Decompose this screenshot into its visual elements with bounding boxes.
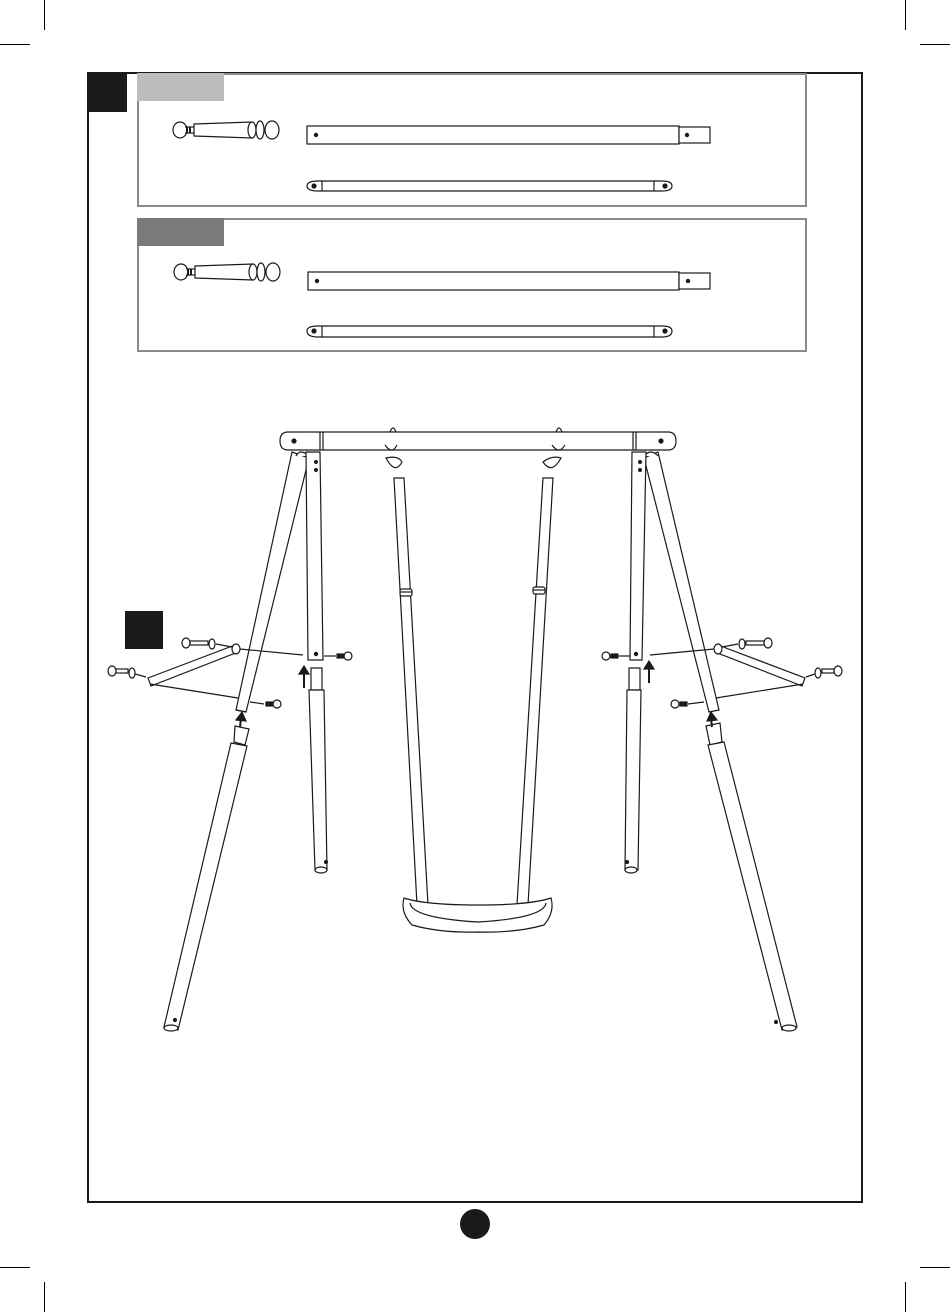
carriage-bolt-icon — [806, 666, 842, 678]
swing-rope-left — [385, 445, 428, 905]
nut-icon — [602, 652, 630, 660]
left-front-lower-leg — [164, 726, 249, 1031]
carriage-bolt-icon — [182, 638, 232, 649]
brace-bar-icon — [307, 181, 672, 191]
swing-rope-right — [517, 445, 565, 905]
page-number-badge — [460, 1209, 490, 1239]
carriage-bolt-icon — [722, 638, 772, 649]
nut-icon — [671, 700, 704, 708]
nut-icon — [250, 700, 281, 708]
up-arrow-icon — [299, 666, 309, 688]
straight-tube-icon — [308, 272, 710, 290]
right-rear-leg — [630, 452, 646, 660]
carriage-bolt-icon — [108, 666, 146, 678]
brace-bar-icon — [307, 326, 672, 337]
left-rear-leg — [306, 452, 323, 660]
right-front-leg — [644, 452, 719, 712]
right-rear-lower-leg — [625, 668, 641, 873]
right-upper-brace — [650, 644, 805, 698]
up-arrow-icon — [236, 712, 246, 727]
right-front-lower-leg — [706, 723, 797, 1031]
up-arrow-icon — [644, 661, 654, 683]
carriage-bolt-icon — [174, 263, 280, 281]
swing-seat — [403, 898, 552, 932]
carriage-bolt-icon — [173, 121, 279, 139]
nut-icon — [324, 652, 352, 660]
top-beam — [280, 428, 676, 450]
left-front-leg — [236, 452, 309, 712]
left-upper-brace — [148, 644, 303, 698]
straight-tube-icon — [307, 126, 710, 144]
left-rear-lower-leg — [309, 668, 328, 873]
